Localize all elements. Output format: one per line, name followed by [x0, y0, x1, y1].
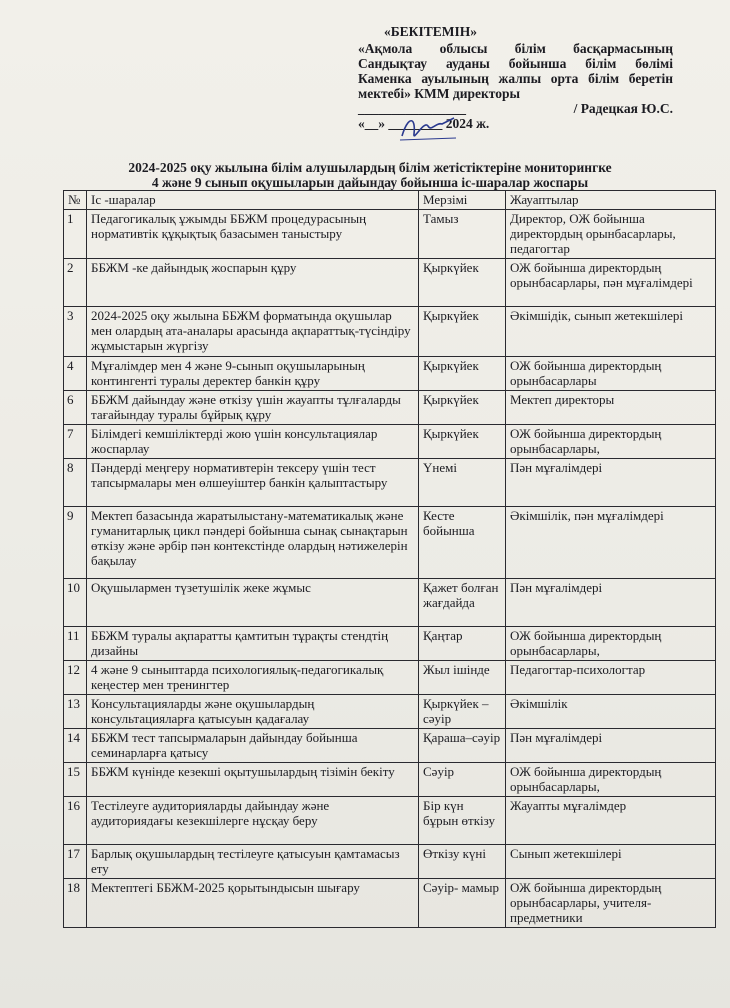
row-number: 7: [64, 425, 87, 459]
approval-last-line: мектебі» КММ директоры: [358, 86, 520, 101]
row-deadline: Қыркүйек: [419, 425, 506, 459]
row-deadline: Қыркүйек: [419, 391, 506, 425]
row-activity: ББЖМ -ке дайындық жоспарын құру: [87, 259, 419, 307]
row-responsible: Пән мұғалімдері: [506, 459, 716, 507]
table-row: [64, 695, 716, 729]
table-row: [64, 210, 716, 259]
row-activity: Мектеп базасында жаратылыстану-математикалық және гуманитарлық цикл пәндері бойынша сынақ сынақтарын өткізу және әрбір пән контекстінде олардың нәтижелерін бақылау: [87, 507, 419, 579]
table-row: [64, 425, 716, 459]
header-number: №: [64, 191, 87, 210]
table-row: [64, 627, 716, 661]
row-number: 1: [64, 210, 87, 259]
row-responsible: Педагогтар-психологтар: [506, 661, 716, 695]
row-deadline: Қыркүйек: [419, 307, 506, 357]
row-number: 6: [64, 391, 87, 425]
row-number: 3: [64, 307, 87, 357]
signature-blank: ________________: [358, 101, 466, 116]
row-activity: Білімдегі кемшіліктерді жою үшін консультациялар жоспарлау: [87, 425, 419, 459]
row-responsible: ОЖ бойынша директордың орынбасарлары,: [506, 425, 716, 459]
row-responsible: Әкімшідік, сынып жетекшілері: [506, 307, 716, 357]
row-activity: Тестілеуге аудиторияларды дайындау және аудиториядағы кезекшілерге нұсқау беру: [87, 797, 419, 845]
table-row: [64, 845, 716, 879]
row-number: 10: [64, 579, 87, 627]
approval-block: [358, 24, 673, 131]
row-number: 9: [64, 507, 87, 579]
table-body: [64, 210, 716, 928]
row-responsible: ОЖ бойынша директордың орынбасарлары,: [506, 627, 716, 661]
table-row: [64, 879, 716, 928]
approval-date: «__» ________ 2024 ж.: [358, 116, 490, 131]
row-activity: Консультацияларды және оқушылардың консультацияларға қатысуын қадағалау: [87, 695, 419, 729]
table-row: [64, 307, 716, 357]
row-deadline: Үнемі: [419, 459, 506, 507]
table-row: [64, 579, 716, 627]
row-number: 17: [64, 845, 87, 879]
row-activity: ББЖМ күнінде кезекші оқытушылардың тізімін бекіту: [87, 763, 419, 797]
action-plan-table: [63, 190, 716, 928]
row-number: 18: [64, 879, 87, 928]
row-number: 8: [64, 459, 87, 507]
row-deadline: Кесте бойынша: [419, 507, 506, 579]
row-number: 16: [64, 797, 87, 845]
row-deadline: Өткізу күні: [419, 845, 506, 879]
row-deadline: Бір күн бұрын өткізу: [419, 797, 506, 845]
row-responsible: Пән мұғалімдері: [506, 579, 716, 627]
row-activity: Мектептегі ББЖМ-2025 қорытындысын шығару: [87, 879, 419, 928]
row-responsible: Пән мұғалімдері: [506, 729, 716, 763]
row-deadline: Тамыз: [419, 210, 506, 259]
approval-line-1: «Ақмола облысы білім басқармасының: [358, 41, 673, 56]
header-responsible: Жауаптылар: [506, 191, 716, 210]
row-deadline: Жыл ішінде: [419, 661, 506, 695]
row-number: 11: [64, 627, 87, 661]
row-activity: ББЖМ дайындау және өткізу үшін жауапты тұлғаларды тағайындау туралы бұйрық құру: [87, 391, 419, 425]
header-activities: Іс -шаралар: [87, 191, 419, 210]
row-number: 12: [64, 661, 87, 695]
approval-heading: «БЕКІТЕМІН»: [384, 24, 477, 39]
table-row: [64, 797, 716, 845]
table-header-row: [64, 191, 716, 210]
row-responsible: ОЖ бойынша директордың орынбасарлары, учителя-предметники: [506, 879, 716, 928]
row-responsible: Әкімшілік, пән мұғалімдері: [506, 507, 716, 579]
row-responsible: Әкімшілік: [506, 695, 716, 729]
approval-line-3: Каменка ауылының жалпы орта білім беретін: [358, 71, 673, 86]
row-activity: ББЖМ тест тапсырмаларын дайындау бойынша семинарларға қатысу: [87, 729, 419, 763]
row-responsible: ОЖ бойынша директордың орынбасарлары, пән мұғалімдері: [506, 259, 716, 307]
row-deadline: Қыркүйек: [419, 357, 506, 391]
table-row: [64, 391, 716, 425]
row-deadline: Сәуір: [419, 763, 506, 797]
row-number: 14: [64, 729, 87, 763]
row-activity: ББЖМ туралы ақпаратты қамтитын тұрақты стендтің дизайны: [87, 627, 419, 661]
table-row: [64, 661, 716, 695]
row-activity: Оқушылармен түзетушілік жеке жұмыс: [87, 579, 419, 627]
row-responsible: ОЖ бойынша директордың орынбасарлары,: [506, 763, 716, 797]
row-deadline: Қыркүйек: [419, 259, 506, 307]
row-activity: Барлық оқушылардың тестілеуге қатысуын қамтамасыз ету: [87, 845, 419, 879]
row-number: 4: [64, 357, 87, 391]
row-number: 15: [64, 763, 87, 797]
row-activity: Мұғалімдер мен 4 және 9-сынып оқушыларының контингенті туралы деректер банкін құру: [87, 357, 419, 391]
document-title: [90, 160, 650, 190]
approval-line-2: Сандықтау ауданы бойынша білім бөлімі: [358, 56, 673, 71]
row-deadline: Қараша–сәуір: [419, 729, 506, 763]
row-deadline: Қаңтар: [419, 627, 506, 661]
row-activity: Педагогикалық ұжымды ББЖМ процедурасының нормативтік құқықтық базасымен таныстыру: [87, 210, 419, 259]
row-responsible: Директор, ОЖ бойынша директордың орынбасарлары, педагогтар: [506, 210, 716, 259]
table-row: [64, 259, 716, 307]
row-responsible: Жауапты мұғалімдер: [506, 797, 716, 845]
row-number: 2: [64, 259, 87, 307]
table-row: [64, 507, 716, 579]
row-activity: Пәндерді меңгеру нормативтерін тексеру үшін тест тапсырмалары мен өлшеуіштер банкін қалыптастыру: [87, 459, 419, 507]
table-row: [64, 763, 716, 797]
title-line-2: 4 және 9 сынып оқушыларын дайындау бойынша іс-шаралар жоспары: [151, 175, 589, 190]
signature-name: / Радецкая Ю.С.: [573, 101, 673, 116]
signature-row: [358, 101, 673, 116]
row-deadline: Сәуір- мамыр: [419, 879, 506, 928]
title-line-1: 2024-2025 оқу жылына білім алушылардың білім жетістіктеріне мониторингке: [128, 160, 612, 175]
row-deadline: Қажет болған жағдайда: [419, 579, 506, 627]
table-row: [64, 729, 716, 763]
row-responsible: Мектеп директоры: [506, 391, 716, 425]
row-number: 13: [64, 695, 87, 729]
table-row: [64, 459, 716, 507]
row-deadline: Қыркүйек – сәуір: [419, 695, 506, 729]
row-activity: 4 және 9 сыныптарда психологиялық-педагогикалық кеңестер мен тренингтер: [87, 661, 419, 695]
row-responsible: Сынып жетекшілері: [506, 845, 716, 879]
row-activity: 2024-2025 оқу жылына ББЖМ форматында оқушылар мен олардың ата-аналары арасында ақпараттық-түсіндіру жұмыстарын жүргізу: [87, 307, 419, 357]
header-deadline: Мерзімі: [419, 191, 506, 210]
table-row: [64, 357, 716, 391]
row-responsible: ОЖ бойынша директордың орынбасарлары: [506, 357, 716, 391]
